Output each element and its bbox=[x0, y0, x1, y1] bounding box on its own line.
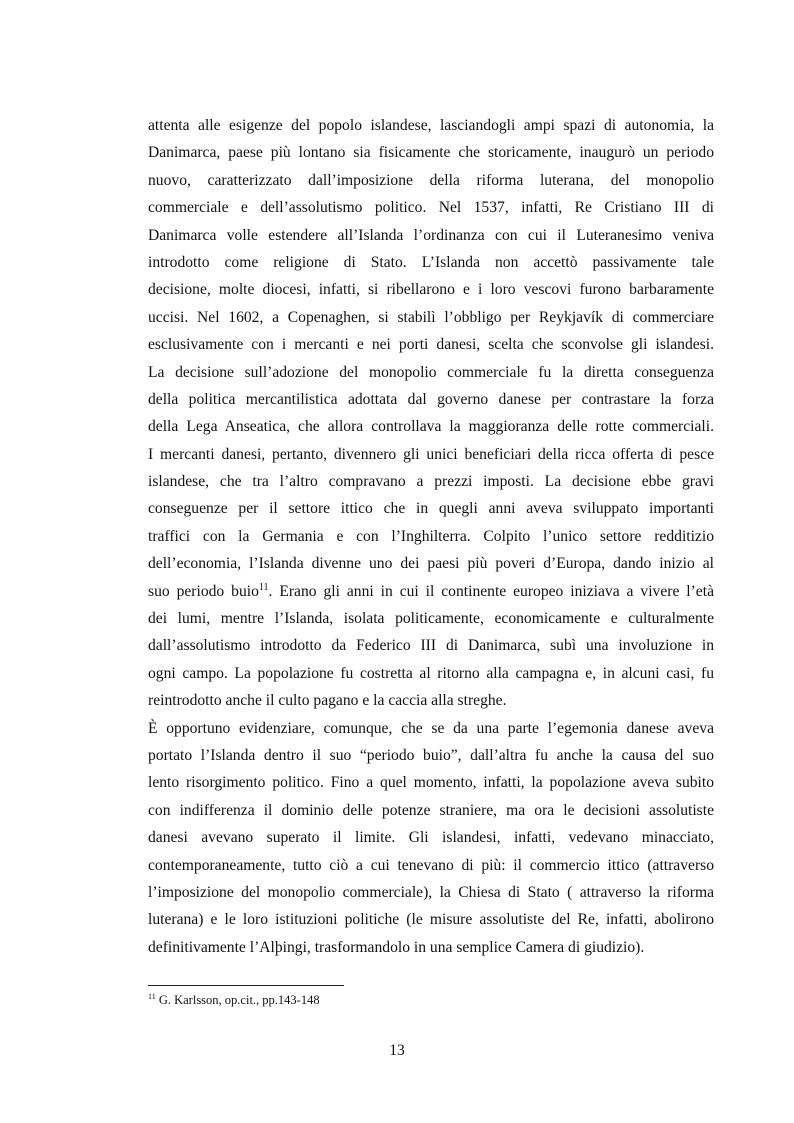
text-line-with-footnote bbox=[148, 578, 714, 605]
paragraph-end-line: definitivamente l’Alþingi, trasformandolo in una semplice Camera di giudizio). bbox=[148, 938, 645, 956]
footnote-text: G. Karlsson, op.cit., pp.143-148 bbox=[155, 993, 320, 1007]
text-line: della Lega Anseatica, che allora controllava la maggioranza delle rotte commerciali. bbox=[148, 418, 714, 436]
text-line: È opportuno evidenziare, comunque, che se da una parte l’egemonia danese aveva bbox=[148, 719, 714, 737]
footnote-number: 11 bbox=[148, 991, 156, 1001]
footnote bbox=[148, 992, 320, 1008]
text-line: commerciale e dell’assolutismo politico. Nel 1537, infatti, Re Cristiano III di bbox=[148, 199, 714, 217]
text-line: La decisione sull’adozione del monopolio commerciale fu la diretta conseguenza bbox=[148, 363, 714, 381]
paragraph-end-line: reintrodotto anche il culto pagano e la caccia alla streghe. bbox=[148, 692, 507, 710]
text-line: traffici con la Germania e con l’Inghilterra. Colpito l’unico settore redditizio bbox=[148, 527, 714, 545]
text-line: uccisi. Nel 1602, a Copenaghen, si stabilì l’obbligo per Reykjavík di commerciare bbox=[148, 308, 714, 326]
text-line: I mercanti danesi, pertanto, divennero gli unici beneficiari della ricca offerta di pesce bbox=[148, 445, 714, 463]
text-line: dei lumi, mentre l’Islanda, isolata politicamente, economicamente e culturalmente bbox=[148, 610, 714, 628]
text-line: danesi avevano superato il limite. Gli islandesi, infatti, vedevano minacciato, bbox=[148, 829, 714, 847]
text-line: islandese, che tra l’altro compravano a prezzi imposti. La decisione ebbe gravi bbox=[148, 473, 714, 491]
body-text bbox=[148, 112, 714, 961]
text-line: luterana) e le loro istituzioni politiche (le misure assolutiste del Re, infatti, abolirono bbox=[148, 911, 714, 929]
text-line: attenta alle esigenze del popolo islandese, lasciandogli ampi spazi di autonomia, la bbox=[148, 117, 714, 134]
text-line: decisione, molte diocesi, infatti, si ribellarono e i loro vescovi furono barbaramente bbox=[148, 281, 714, 299]
text-line: l’imposizione del monopolio commerciale), la Chiesa di Stato ( attraverso la riforma bbox=[148, 883, 714, 901]
text-line: nuovo, caratterizzato dall’imposizione della riforma luterana, del monopolio bbox=[148, 171, 714, 189]
text-line: ogni campo. La popolazione fu costretta al ritorno alla campagna e, in alcuni casi, fu bbox=[148, 664, 714, 682]
text-line: Danimarca volle estendere all’Islanda l’ordinanza con cui il Luteranesimo veniva bbox=[148, 226, 714, 244]
page-number: 13 bbox=[389, 1042, 405, 1059]
text-line: lento risorgimento politico. Fino a quel momento, infatti, la popolazione aveva subito bbox=[148, 774, 714, 792]
text-line: introdotto come religione di Stato. L’Islanda non accettò passivamente tale bbox=[148, 253, 714, 271]
text-line: Danimarca, paese più lontano sia fisicamente che storicamente, inaugurò un periodo bbox=[148, 144, 714, 162]
text-line: portato l’Islanda dentro il suo “periodo buio”, dall’altra fu anche la causa del suo bbox=[148, 746, 714, 764]
footnote-reference: 11 bbox=[258, 581, 269, 593]
text-segment: . Erano gli anni in cui il continente europeo iniziava a vivere l’età bbox=[268, 582, 714, 600]
text-line: dall’assolutismo introdotto da Federico III di Danimarca, subì una involuzione in bbox=[148, 637, 714, 655]
text-line: con indifferenza il dominio delle potenze straniere, ma ora le decisioni assolutiste bbox=[148, 801, 714, 819]
text-segment: suo periodo buio bbox=[148, 582, 259, 600]
footnote-separator bbox=[148, 985, 344, 986]
text-line: contemporaneamente, tutto ciò a cui tenevano di più: il commercio ittico (attraverso bbox=[148, 856, 714, 874]
text-line: esclusivamente con i mercanti e nei porti danesi, scelta che sconvolse gli islandesi. bbox=[148, 336, 714, 354]
text-line: conseguenze per il settore ittico che in quegli anni aveva sviluppato importanti bbox=[148, 500, 714, 518]
text-line: della politica mercantilistica adottata dal governo danese per contrastare la forza bbox=[148, 390, 714, 408]
text-line: dell’economia, l’Islanda divenne uno dei paesi più poveri d’Europa, dando inizio al bbox=[148, 555, 714, 573]
